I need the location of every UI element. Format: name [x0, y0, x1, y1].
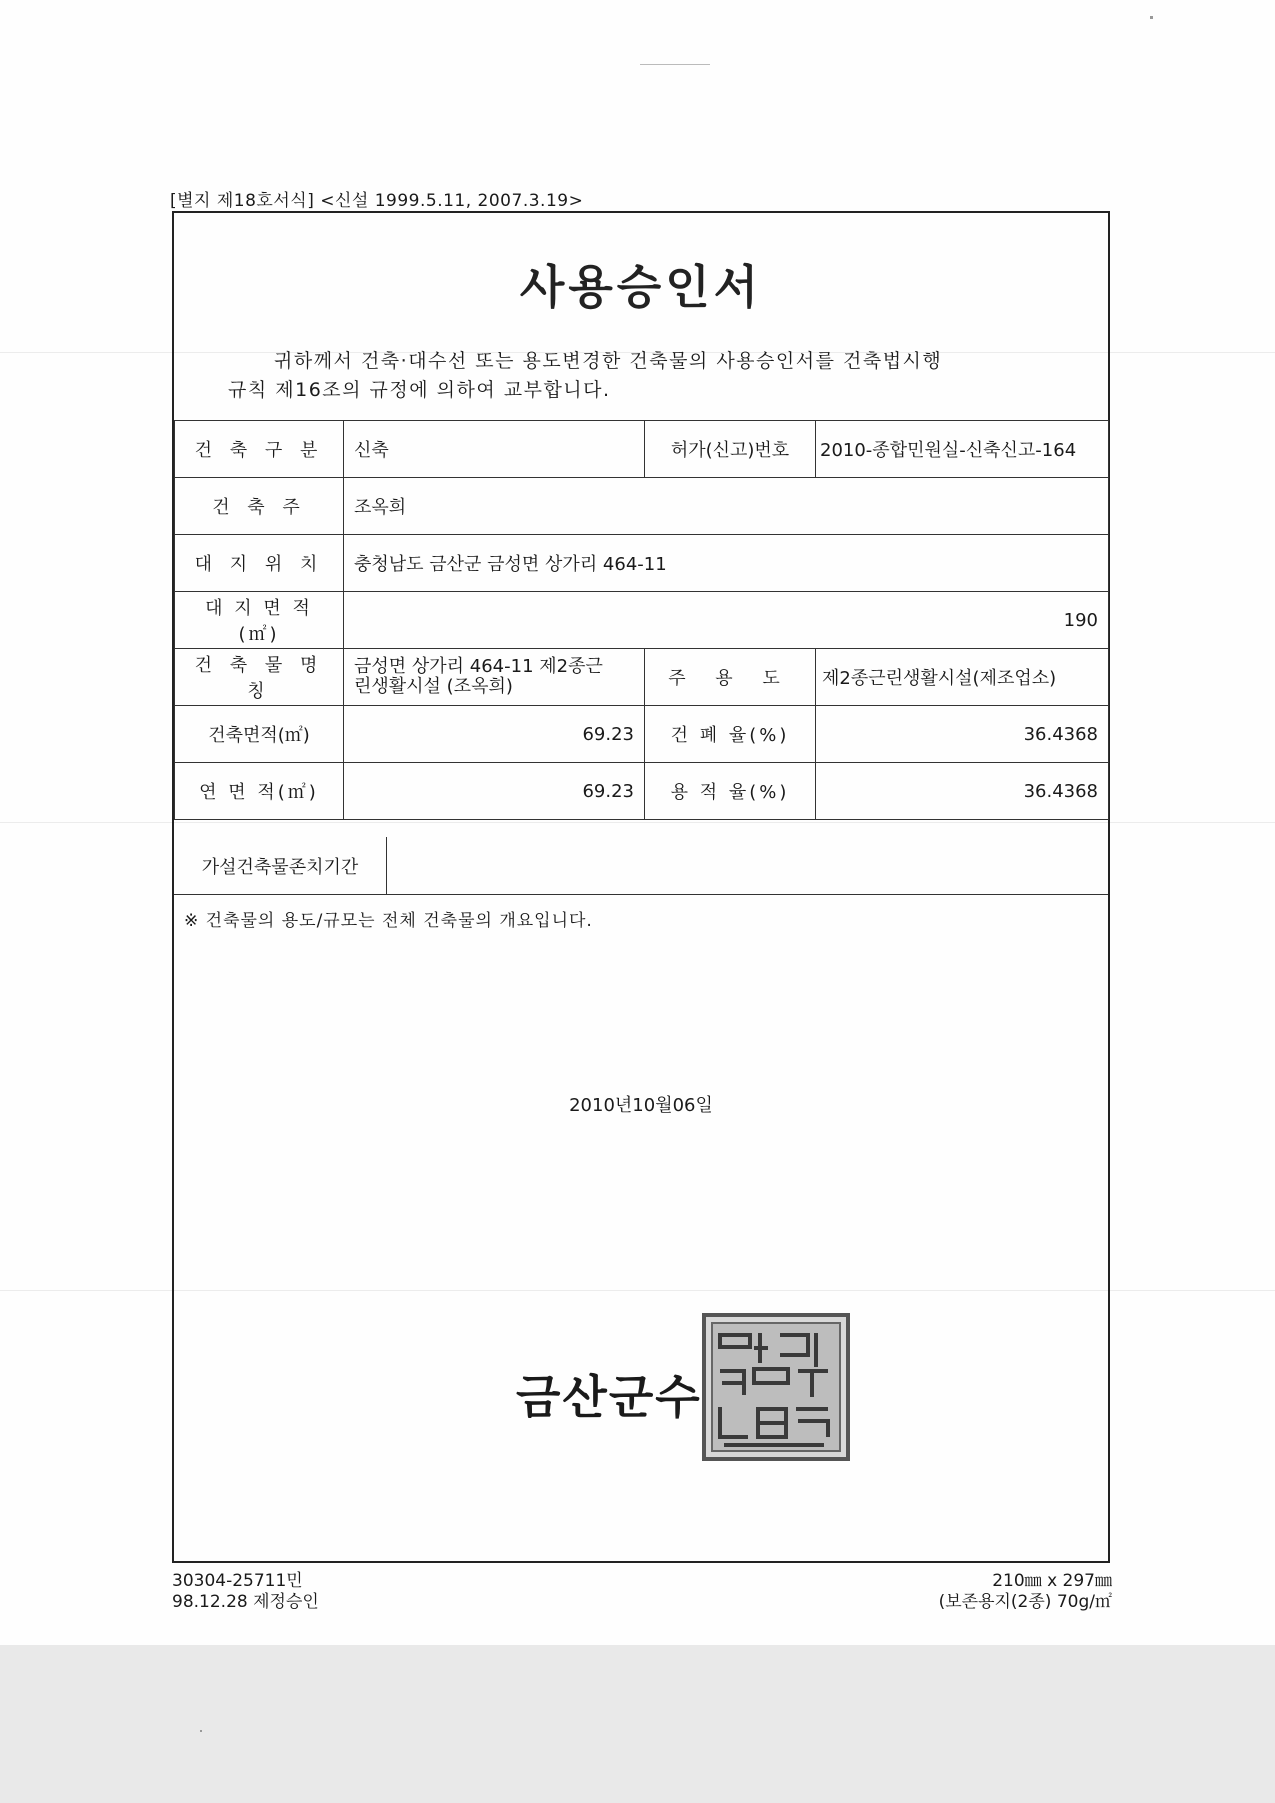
- site-area-label: 대 지 면 적(㎡): [175, 592, 344, 649]
- building-name-line-1: 금성면 상가리 464-11 제2종근: [354, 656, 603, 677]
- table-row: [175, 535, 1109, 592]
- main-use-label: 주 용 도: [645, 649, 816, 706]
- footer-left-line-1: 30304-25711민: [172, 1571, 303, 1591]
- scan-speck: [640, 64, 710, 65]
- certificate-frame: [172, 211, 1110, 1563]
- table-row: [175, 478, 1109, 535]
- temporary-structure-label: 가설건축물존치기간: [174, 837, 387, 894]
- official-seal-stamp: [702, 1313, 850, 1461]
- site-value: 충청남도 금산군 금성면 상가리 464-11: [344, 535, 1109, 592]
- floor-area-label: 연 면 적(㎡): [175, 763, 344, 820]
- main-use-value: 제2종근린생활시설(제조업소): [816, 649, 1109, 706]
- coverage-value: 36.4368: [816, 706, 1109, 763]
- footer-right-line-1: 210㎜ x 297㎜: [992, 1571, 1112, 1591]
- scan-speck: [1150, 16, 1153, 19]
- scan-speck: [200, 1730, 202, 1732]
- building-info-table: [174, 420, 1109, 820]
- owner-value: 조옥희: [344, 478, 1109, 535]
- temporary-structure-row: [174, 837, 1108, 895]
- intro-text: [224, 347, 1064, 405]
- coverage-label: 건 폐 율(%): [645, 706, 816, 763]
- issuer-name: 금산군수: [516, 1370, 702, 1424]
- permit-value: 2010-종합민원실-신축신고-164: [816, 421, 1109, 478]
- building-area-value: 69.23: [344, 706, 645, 763]
- building-area-label: 건축면적(㎡): [175, 706, 344, 763]
- document-title: 사용승인서: [519, 260, 763, 314]
- table-row: [175, 706, 1109, 763]
- footer-right: [939, 1571, 1112, 1613]
- form-header: [별지 제18호서식] <신설 1999.5.11, 2007.3.19>: [170, 191, 584, 211]
- table-row: [175, 592, 1109, 649]
- footer-right-line-2: (보존용지(2종) 70g/㎡: [938, 1592, 1112, 1612]
- intro-line-1: 귀하께서 건축·대수선 또는 용도변경한 건축물의 사용승인서를 건축법시행: [274, 350, 943, 372]
- site-label: 대 지 위 치: [175, 535, 344, 592]
- far-label: 용 적 율(%): [645, 763, 816, 820]
- table-row: [175, 421, 1109, 478]
- issue-date: 2010년10월06일: [569, 1095, 713, 1116]
- building-name-line-2: 린생활시설 (조옥희): [354, 676, 513, 697]
- floor-area-value: 69.23: [344, 763, 645, 820]
- table-row: [175, 763, 1109, 820]
- footer-left-line-2: 98.12.28 제정승인: [172, 1592, 319, 1612]
- owner-label: 건 축 주: [175, 478, 344, 535]
- table-row: [175, 649, 1109, 706]
- site-area-value: 190: [344, 592, 1109, 649]
- footer-left: [172, 1571, 319, 1613]
- intro-line-2: 규칙 제16조의 규정에 의하여 교부합니다.: [228, 379, 611, 401]
- building-name-value: [344, 649, 645, 706]
- building-name-label: 건 축 물 명 칭: [175, 649, 344, 706]
- far-value: 36.4368: [816, 763, 1109, 820]
- category-value: 신축: [344, 421, 645, 478]
- footnote: ※ 건축물의 용도/규모는 전체 건축물의 개요입니다.: [184, 911, 593, 931]
- category-label: 건 축 구 분: [175, 421, 344, 478]
- permit-label: 허가(신고)번호: [645, 421, 816, 478]
